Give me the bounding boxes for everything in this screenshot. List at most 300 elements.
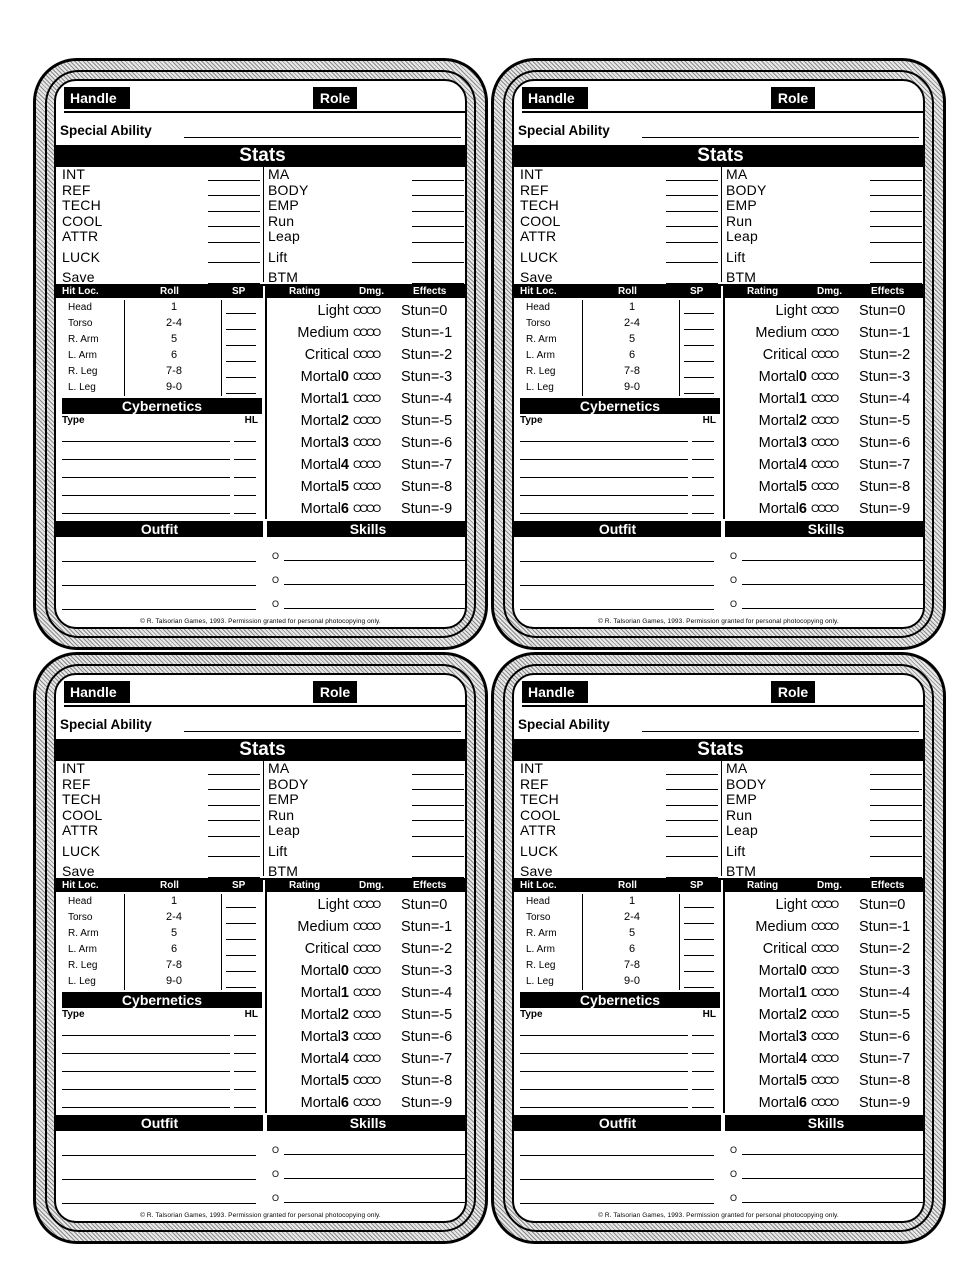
wound-label: Mortal [300, 1007, 341, 1023]
stat-field[interactable] [208, 180, 260, 181]
stat-label: Run [726, 806, 753, 823]
stat-label: ATTR [520, 822, 557, 838]
wound-number: 1 [798, 391, 807, 407]
hit-roll: 2-4 [166, 911, 182, 923]
stat-label: BTM [726, 863, 757, 879]
stat-field[interactable] [870, 180, 922, 181]
damage-boxes[interactable]: OOOO [353, 371, 380, 383]
effects-header: Effects [413, 286, 447, 297]
wound-effect: Stun=-7 [401, 1051, 453, 1067]
stat-label: INT [62, 166, 86, 182]
stat-label: TECH [520, 197, 559, 213]
skill-row[interactable] [272, 1191, 466, 1205]
wound-label: Mortal [758, 1095, 799, 1111]
hit-roll: 5 [628, 333, 636, 345]
cyber-type-label: Type [62, 1009, 85, 1020]
stat-field[interactable] [870, 774, 922, 775]
damage-boxes[interactable]: OOOO [811, 305, 838, 317]
cyber-type-field[interactable] [520, 441, 688, 442]
stat-field[interactable] [208, 211, 260, 212]
stat-label: Run [268, 806, 295, 823]
wound-row [725, 454, 925, 476]
damage-boxes[interactable]: OOOO [353, 393, 380, 405]
damage-boxes[interactable]: OOOO [811, 899, 838, 911]
wound-effect: Stun=-3 [401, 963, 453, 979]
stat-field[interactable] [666, 805, 718, 806]
cyber-type-field[interactable] [62, 1035, 230, 1036]
cyber-hl-field[interactable] [692, 495, 714, 496]
wound-label: Critical [762, 347, 807, 363]
skill-row[interactable] [730, 1191, 924, 1205]
stat-field[interactable] [208, 774, 260, 775]
skill-row[interactable] [272, 1143, 466, 1157]
skill-row[interactable] [730, 549, 924, 563]
skill-row[interactable] [730, 573, 924, 587]
skill-field[interactable] [742, 1202, 924, 1203]
stat-field[interactable] [412, 836, 464, 837]
wound-row [267, 366, 467, 388]
stats-divider [263, 167, 264, 282]
stat-label: Leap [268, 822, 300, 838]
sp-field[interactable] [226, 907, 256, 908]
cyber-hl-field[interactable] [234, 1071, 256, 1072]
stat-field[interactable] [412, 180, 464, 181]
sp-field[interactable] [684, 393, 714, 394]
stat-field[interactable] [870, 195, 922, 196]
dmg-header: Dmg. [359, 286, 384, 297]
wound-table-header [267, 285, 467, 298]
stat-label: BODY [268, 181, 309, 198]
damage-boxes[interactable]: OOOO [353, 899, 380, 911]
damage-boxes[interactable]: OOOO [353, 921, 380, 933]
cyber-type-field[interactable] [62, 477, 230, 478]
rating-header: Rating [289, 286, 321, 297]
skill-bullet: O [272, 599, 280, 609]
outfit-field[interactable] [520, 1155, 714, 1156]
damage-boxes[interactable]: OOOO [353, 943, 380, 955]
outfit-field[interactable] [62, 1203, 256, 1204]
stat-field[interactable] [412, 242, 464, 243]
damage-boxes[interactable]: OOOO [353, 1053, 380, 1065]
damage-boxes[interactable]: OOOO [811, 1031, 838, 1043]
damage-boxes[interactable]: OOOO [353, 503, 380, 515]
special-ability-field[interactable] [184, 731, 461, 732]
skill-row[interactable] [730, 1143, 924, 1157]
stat-field[interactable] [208, 805, 260, 806]
cyber-type-field[interactable] [62, 1107, 230, 1108]
sp-field[interactable] [226, 923, 256, 924]
cyber-hl-field[interactable] [234, 1053, 256, 1054]
skill-field[interactable] [742, 560, 924, 561]
damage-boxes[interactable]: OOOO [811, 1053, 838, 1065]
stat-field[interactable] [870, 211, 922, 212]
sp-header: SP [690, 286, 704, 297]
cyber-type-field[interactable] [520, 459, 688, 460]
cyber-hl-field[interactable] [692, 477, 714, 478]
skill-row[interactable] [272, 1167, 466, 1181]
cyber-type-field[interactable] [62, 495, 230, 496]
sp-field[interactable] [226, 971, 256, 972]
skill-field[interactable] [284, 1202, 466, 1203]
wound-table-header [725, 285, 925, 298]
damage-boxes[interactable]: OOOO [353, 415, 380, 427]
cyber-hl-field[interactable] [692, 1071, 714, 1072]
wound-table-header [267, 879, 467, 892]
damage-boxes[interactable]: OOOO [811, 415, 838, 427]
stat-field[interactable] [666, 211, 718, 212]
card-header [514, 675, 923, 705]
role-label: Role [313, 681, 357, 703]
cyber-type-field[interactable] [520, 495, 688, 496]
hit-loc-header: Hit Loc. [520, 880, 557, 891]
stat-label: Lift [268, 248, 288, 265]
damage-boxes[interactable]: OOOO [811, 1009, 838, 1021]
damage-boxes[interactable]: OOOO [811, 459, 838, 471]
outfit-field[interactable] [62, 609, 256, 610]
cyber-hl-field[interactable] [234, 1089, 256, 1090]
damage-boxes[interactable]: OOOO [811, 1075, 838, 1087]
stat-field[interactable] [666, 820, 718, 821]
wound-label: Mortal [758, 1007, 799, 1023]
damage-boxes[interactable]: OOOO [811, 371, 838, 383]
wound-row [725, 366, 925, 388]
skill-row[interactable] [272, 549, 466, 563]
wound-label: Mortal [758, 1051, 799, 1067]
skill-row[interactable] [730, 597, 924, 611]
wound-label: Mortal [758, 391, 799, 407]
wound-row [267, 1026, 467, 1048]
skill-field[interactable] [284, 1178, 466, 1179]
damage-boxes[interactable]: OOOO [353, 1097, 380, 1109]
skill-field[interactable] [284, 1154, 466, 1155]
cyber-hl-field[interactable] [234, 441, 256, 442]
cyber-hl-field[interactable] [234, 459, 256, 460]
stat-row [62, 823, 260, 839]
sp-field[interactable] [226, 361, 256, 362]
skill-field[interactable] [284, 584, 466, 585]
stat-field[interactable] [412, 226, 464, 227]
skill-field[interactable] [742, 1178, 924, 1179]
wound-effect: Stun=0 [401, 897, 448, 913]
damage-boxes[interactable]: OOOO [353, 349, 380, 361]
stat-label: Leap [268, 228, 300, 244]
wound-number: 0 [340, 963, 349, 979]
stat-row [520, 777, 718, 793]
cyber-hl-field[interactable] [692, 459, 714, 460]
special-ability-label: Special Ability [60, 123, 152, 138]
cyber-hl-field[interactable] [692, 1107, 714, 1108]
wound-effect: Stun=-5 [859, 1007, 911, 1023]
stat-row [62, 844, 260, 860]
stat-field[interactable] [666, 180, 718, 181]
hit-loc: L. Leg [526, 976, 554, 987]
wound-effect: Stun=-9 [859, 501, 911, 517]
hit-location-row [56, 942, 263, 958]
damage-boxes[interactable]: OOOO [811, 1097, 838, 1109]
wound-number: 4 [798, 457, 807, 473]
stat-label: ATTR [62, 822, 99, 838]
stat-field[interactable] [208, 262, 260, 263]
stat-row [268, 214, 464, 230]
cyber-type-field[interactable] [62, 513, 230, 514]
damage-boxes[interactable]: OOOO [353, 1075, 380, 1087]
skill-field[interactable] [742, 584, 924, 585]
sp-field[interactable] [226, 393, 256, 394]
wound-number: 2 [340, 1007, 349, 1023]
cyber-hl-field[interactable] [692, 1089, 714, 1090]
skill-field[interactable] [742, 608, 924, 609]
outfit-field[interactable] [62, 1155, 256, 1156]
sp-field[interactable] [684, 345, 714, 346]
cyber-type-field[interactable] [520, 1107, 688, 1108]
stat-field[interactable] [208, 195, 260, 196]
damage-boxes[interactable]: OOOO [811, 921, 838, 933]
sp-field[interactable] [226, 939, 256, 940]
stat-row [268, 183, 464, 199]
stat-field[interactable] [412, 820, 464, 821]
cyber-type-field[interactable] [62, 1053, 230, 1054]
wound-label: Mortal [758, 457, 799, 473]
sp-field[interactable] [684, 987, 714, 988]
sp-field[interactable] [684, 361, 714, 362]
stat-field[interactable] [870, 789, 922, 790]
stat-field[interactable] [870, 836, 922, 837]
header-underline [522, 705, 923, 707]
hit-location-row [56, 958, 263, 974]
cyber-type-field[interactable] [520, 477, 688, 478]
wound-row [267, 344, 467, 366]
outfit-field[interactable] [520, 1203, 714, 1204]
stat-label: Lift [726, 248, 746, 265]
damage-boxes[interactable]: OOOO [353, 305, 380, 317]
stat-label: Run [726, 212, 753, 229]
wound-number: 5 [798, 479, 807, 495]
stat-row [268, 761, 464, 777]
sp-field[interactable] [226, 345, 256, 346]
damage-boxes[interactable]: OOOO [353, 1031, 380, 1043]
wound-effect: Stun=-2 [401, 941, 453, 957]
stat-row [726, 792, 922, 808]
hit-roll: 2-4 [624, 911, 640, 923]
stat-field[interactable] [666, 242, 718, 243]
wound-label: Mortal [300, 501, 341, 517]
sp-field[interactable] [684, 907, 714, 908]
outfit-field[interactable] [62, 585, 256, 586]
damage-boxes[interactable]: OOOO [811, 965, 838, 977]
hit-loc: R. Leg [526, 960, 556, 971]
wound-effect: Stun=-3 [401, 369, 453, 385]
hit-roll: 5 [170, 333, 178, 345]
hit-location-row [514, 300, 721, 316]
damage-boxes[interactable]: OOOO [353, 437, 380, 449]
stat-row [520, 823, 718, 839]
skill-row[interactable] [272, 597, 466, 611]
stats-right-column [726, 167, 922, 286]
stat-field[interactable] [666, 856, 718, 857]
stat-label: MA [268, 760, 290, 776]
damage-boxes[interactable]: OOOO [353, 327, 380, 339]
skill-bullet: O [272, 551, 280, 561]
stat-field[interactable] [870, 226, 922, 227]
wound-table-header [725, 879, 925, 892]
damage-boxes[interactable]: OOOO [811, 349, 838, 361]
skill-row[interactable] [730, 1167, 924, 1181]
sp-field[interactable] [226, 313, 256, 314]
cyber-hl-field[interactable] [234, 513, 256, 514]
stat-field[interactable] [208, 820, 260, 821]
hit-location-row [514, 958, 721, 974]
stat-field[interactable] [666, 836, 718, 837]
damage-boxes[interactable]: OOOO [353, 1009, 380, 1021]
cybernetics-header [520, 415, 720, 426]
stat-field[interactable] [666, 226, 718, 227]
damage-boxes[interactable]: OOOO [353, 987, 380, 999]
skill-row[interactable] [272, 573, 466, 587]
stat-field[interactable] [412, 195, 464, 196]
outfit-field[interactable] [62, 561, 256, 562]
cyber-hl-field[interactable] [692, 1053, 714, 1054]
sp-field[interactable] [684, 329, 714, 330]
sp-field[interactable] [684, 923, 714, 924]
hit-location-row [56, 332, 263, 348]
skill-bullet: O [730, 1169, 738, 1179]
sp-field[interactable] [226, 987, 256, 988]
cybernetics-header [520, 1009, 720, 1020]
stat-field[interactable] [412, 805, 464, 806]
outfit-field[interactable] [62, 1179, 256, 1180]
skill-bullet: O [730, 575, 738, 585]
stat-field[interactable] [208, 836, 260, 837]
stat-row [520, 198, 718, 214]
skill-bullet: O [730, 551, 738, 561]
stat-field[interactable] [412, 262, 464, 263]
damage-boxes[interactable]: OOOO [353, 459, 380, 471]
stat-field[interactable] [666, 195, 718, 196]
stat-field[interactable] [870, 262, 922, 263]
stat-field[interactable] [870, 856, 922, 857]
cyber-hl-field[interactable] [692, 513, 714, 514]
cyber-type-field[interactable] [62, 441, 230, 442]
cybernetics-title: Cybernetics [520, 398, 720, 414]
cyber-type-field[interactable] [62, 1089, 230, 1090]
damage-boxes[interactable]: OOOO [811, 987, 838, 999]
wound-label: Mortal [300, 413, 341, 429]
stat-field[interactable] [208, 226, 260, 227]
outfit-field[interactable] [520, 585, 714, 586]
skill-field[interactable] [284, 560, 466, 561]
cyber-hl-field[interactable] [692, 1035, 714, 1036]
stat-field[interactable] [208, 856, 260, 857]
outfit-field[interactable] [520, 609, 714, 610]
damage-boxes[interactable]: OOOO [353, 965, 380, 977]
stat-field[interactable] [208, 242, 260, 243]
stat-field[interactable] [870, 820, 922, 821]
cyber-type-field[interactable] [520, 1035, 688, 1036]
special-ability-field[interactable] [642, 731, 919, 732]
hit-location-row [56, 974, 263, 990]
stat-field[interactable] [666, 774, 718, 775]
damage-boxes[interactable]: OOOO [811, 943, 838, 955]
sp-field[interactable] [684, 377, 714, 378]
skill-field[interactable] [284, 608, 466, 609]
wound-row [267, 454, 467, 476]
damage-boxes[interactable]: OOOO [811, 503, 838, 515]
wound-label: Mortal [300, 1051, 341, 1067]
special-ability-label: Special Ability [60, 717, 152, 732]
hit-loc: R. Arm [526, 928, 557, 939]
stat-field[interactable] [870, 242, 922, 243]
outfit-field[interactable] [520, 1179, 714, 1180]
damage-boxes[interactable]: OOOO [811, 481, 838, 493]
cyber-type-field[interactable] [62, 1071, 230, 1072]
hit-loc: Head [526, 896, 550, 907]
cyber-type-field[interactable] [62, 459, 230, 460]
sp-field[interactable] [684, 313, 714, 314]
sp-field[interactable] [226, 329, 256, 330]
stat-field[interactable] [666, 262, 718, 263]
cyber-type-field[interactable] [520, 1071, 688, 1072]
damage-boxes[interactable]: OOOO [811, 437, 838, 449]
cybernetics-header [62, 1009, 262, 1020]
stat-field[interactable] [208, 789, 260, 790]
cybernetics-title: Cybernetics [520, 992, 720, 1008]
stat-label: EMP [268, 197, 299, 213]
cyber-hl-field[interactable] [234, 1035, 256, 1036]
damage-boxes[interactable]: OOOO [353, 481, 380, 493]
wound-label: Mortal [758, 435, 799, 451]
cyber-type-field[interactable] [520, 1053, 688, 1054]
sp-field[interactable] [684, 955, 714, 956]
stat-field[interactable] [412, 856, 464, 857]
stat-field[interactable] [666, 789, 718, 790]
stat-field[interactable] [412, 774, 464, 775]
special-ability-field[interactable] [642, 137, 919, 138]
stat-field[interactable] [870, 805, 922, 806]
sp-field[interactable] [684, 971, 714, 972]
stat-row [520, 214, 718, 230]
wound-label: Critical [304, 941, 349, 957]
cyber-type-field[interactable] [520, 1089, 688, 1090]
cyber-hl-field[interactable] [234, 495, 256, 496]
hit-roll: 9-0 [166, 381, 182, 393]
stat-row [726, 229, 922, 245]
card-header [514, 81, 923, 111]
hit-roll: 1 [628, 301, 636, 313]
stat-field[interactable] [412, 789, 464, 790]
wound-label: Medium [755, 919, 807, 935]
hit-location-row [514, 974, 721, 990]
sp-field[interactable] [684, 939, 714, 940]
damage-boxes[interactable]: OOOO [811, 327, 838, 339]
damage-boxes[interactable]: OOOO [811, 393, 838, 405]
cyber-hl-field[interactable] [234, 477, 256, 478]
wound-row [725, 894, 925, 916]
skill-field[interactable] [742, 1154, 924, 1155]
wound-number: 6 [340, 501, 349, 517]
outfit-field[interactable] [520, 561, 714, 562]
sp-field[interactable] [226, 377, 256, 378]
stat-field[interactable] [412, 211, 464, 212]
cyber-hl-field[interactable] [692, 441, 714, 442]
wound-number: 0 [340, 369, 349, 385]
special-ability-field[interactable] [184, 137, 461, 138]
cyber-hl-field[interactable] [234, 1107, 256, 1108]
wound-effect: Stun=-1 [859, 325, 911, 341]
header-underline [522, 111, 923, 113]
stats-right-column [268, 761, 464, 880]
cyber-type-field[interactable] [520, 513, 688, 514]
sp-field[interactable] [226, 955, 256, 956]
